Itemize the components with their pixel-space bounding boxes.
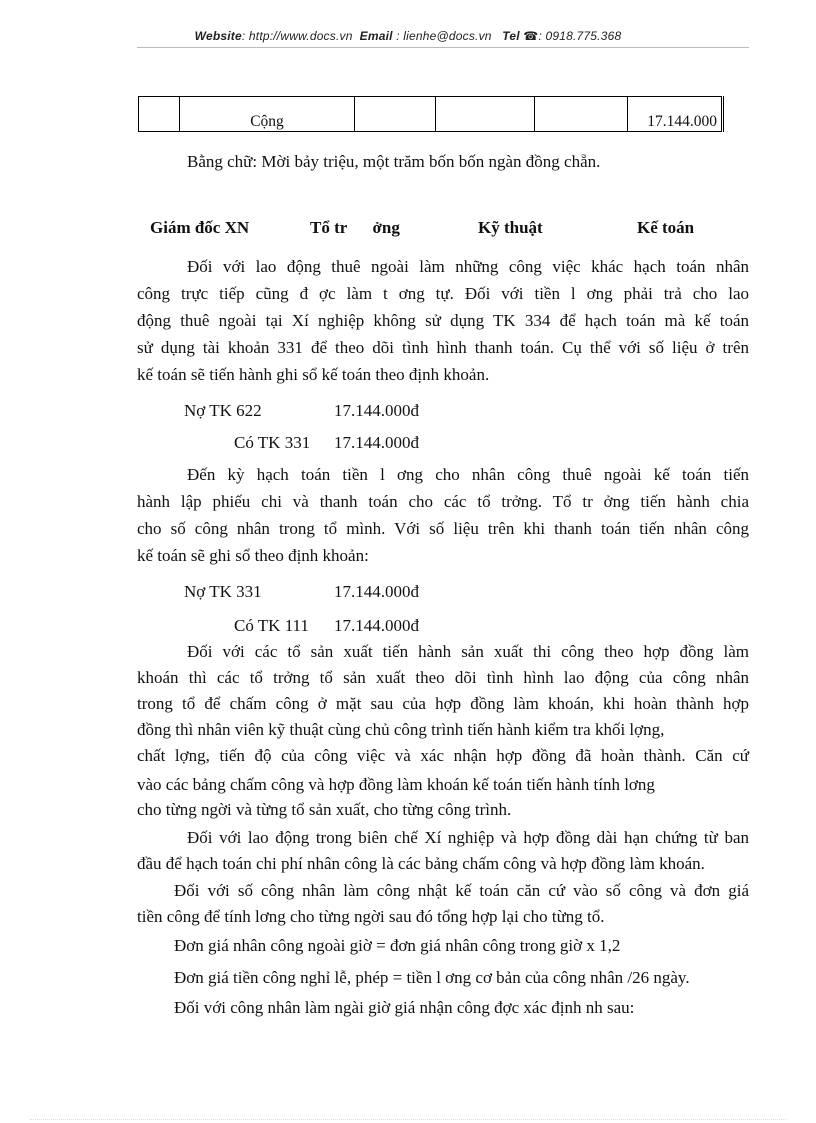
email-value: : lienhe@docs.vn [392, 29, 492, 43]
paragraph-line: sử dụng tài khoản 331 để theo dõi tình hình thanh toán. Cụ thể với số liệu ở trên [137, 338, 749, 357]
website-value: : http://www.docs.vn [241, 29, 353, 43]
signature-accountant: Kế toán [637, 218, 695, 237]
paragraph-line: khoán thì các tổ trởng tổ sản xuất theo dõi tình hình lao động của công nhân [137, 668, 749, 687]
signature-director: Giám đốc XN [150, 218, 250, 237]
paragraph-line: Đối với lao động thuê ngoài làm những công việc khác hạch toán nhân [187, 257, 749, 276]
paragraph-line: Đến kỳ hạch toán tiền l ơng cho nhân công thuê ngoài kế toán tiến [187, 465, 749, 484]
summary-table [138, 96, 724, 132]
paragraph-line: kế toán sẽ ghi sổ theo định khoản: [137, 546, 369, 565]
credit-account: Có TK 331 [234, 433, 311, 452]
paragraph-line: công trực tiếp cũng đ ợc làm t ơng tự. Đối với tiền l ơng phải trả cho lao [137, 284, 749, 303]
paragraph-line: hành lập phiếu chi và thanh toán cho các tổ trởng. Tổ tr ởng tiến hành chia [137, 492, 749, 511]
holiday-rate-line: Đơn giá tiền công nghỉ lễ, phép = tiền l ơng cơ bản của công nhân /26 ngày. [174, 968, 690, 987]
total-label-cell: Cộng [180, 97, 355, 132]
telephone-icon: ☎ [523, 29, 539, 43]
table-cell [139, 97, 180, 132]
website-label: Website [194, 29, 242, 43]
paragraph-line: động thuê ngoài tại Xí nghiệp không sử dụng TK 334 để hạch toán mà kế toán [137, 311, 749, 330]
paragraph-line: kế toán sẽ tiến hành ghi sổ kế toán theo định khoản. [137, 365, 490, 384]
page-header [0, 29, 816, 43]
paragraph-line: Đối với số công nhân làm công nhật kế toán căn cứ vào số công và đơn giá [174, 881, 749, 900]
total-amount-cell: 17.144.000 [628, 97, 723, 132]
debit-amount: 17.144.000đ [334, 582, 419, 601]
credit-amount: 17.144.000đ [334, 616, 419, 635]
credit-account: Có TK 111 [234, 616, 309, 635]
debit-account: Nợ TK 331 [184, 582, 262, 601]
table-cell [535, 97, 628, 132]
signature-technical: Kỹ thuật [478, 218, 543, 237]
email-label: Email [359, 29, 393, 43]
table-cell [355, 97, 436, 132]
paragraph-line: trong tổ để chấm công ở mặt sau của hợp đồng làm khoán, khi hoàn thành hợp [137, 694, 749, 713]
overtime-rate-line: Đơn giá nhân công ngoài giờ = đơn giá nhân công trong giờ x 1,2 [174, 936, 621, 955]
credit-amount: 17.144.000đ [334, 433, 419, 452]
paragraph-line: chất lợng, tiến độ của công việc và xác nhận hợp đồng đã hoàn thành. Căn cứ [137, 746, 749, 765]
paragraph-line: đồng thì nhân viên kỹ thuật cùng chủ công trình tiến hành kiểm tra khối lợng, [137, 720, 665, 739]
paragraph-line: Đối với các tổ sản xuất tiến hành sản xuất thi công theo hợp đồng làm [187, 642, 749, 661]
paragraph-line: đầu để hạch toán chi phí nhân công là các bảng chấm công và hợp đồng làm khoán. [137, 854, 705, 873]
table-row [139, 97, 723, 132]
closing-line: Đối với công nhân làm ngài giờ giá nhận công đợc xác định nh sau: [174, 998, 635, 1017]
header-rule [137, 47, 749, 48]
page-bottom-rule [30, 1119, 786, 1120]
debit-amount: 17.144.000đ [334, 401, 419, 420]
amount-in-words: Bằng chữ: Mời bảy triệu, một trăm bốn bốn ngàn đồng chẵn. [187, 152, 601, 171]
paragraph-line: cho từng ngời và từng tổ sản xuất, cho từng công trình. [137, 800, 512, 819]
table-cell [436, 97, 535, 132]
tel-label: Tel [502, 29, 520, 43]
paragraph-line: cho số công nhân trong tổ mình. Với số liệu trên khi thanh toán tiến nhân công [137, 519, 749, 538]
paragraph-line: vào các bảng chấm công và hợp đồng làm khoán kế toán tiến hành tính lơng [137, 775, 655, 794]
paragraph-line: Đối với lao động trong biên chế Xí nghiệp và hợp đồng dài hạn chứng từ ban [187, 828, 749, 847]
tel-value: : 0918.775.368 [538, 29, 622, 43]
debit-account: Nợ TK 622 [184, 401, 262, 420]
paragraph-line: tiền công để tính lơng cho từng ngời sau đó tổng hợp lại cho từng tổ. [137, 907, 605, 926]
signature-team-leader: Tổ tr ởng [310, 218, 400, 237]
